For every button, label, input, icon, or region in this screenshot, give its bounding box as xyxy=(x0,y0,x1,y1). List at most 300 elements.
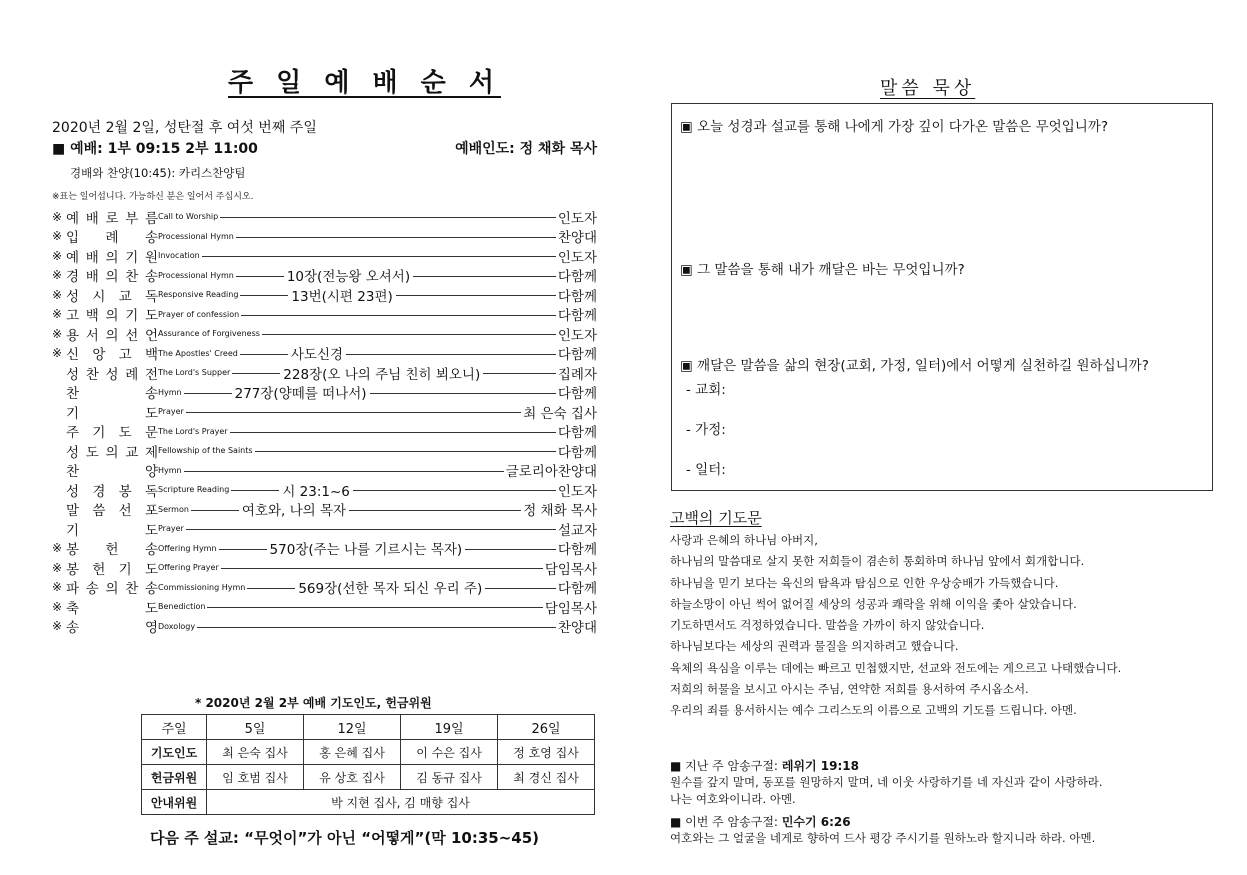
order-item-name-char: 선 xyxy=(118,503,132,520)
order-item-name-char: 송 xyxy=(66,620,80,637)
order-item-name-char: 고 xyxy=(66,308,80,325)
order-item-responsible: 다함께 xyxy=(557,425,597,442)
meditation-box xyxy=(671,103,1213,491)
stand-mark: ※ xyxy=(52,307,63,322)
order-item-name-char: 의 xyxy=(105,327,119,344)
order-item-name-char: 의 xyxy=(105,581,119,598)
confession-title: 고백의 기도문 xyxy=(670,509,762,527)
order-item-name xyxy=(66,343,158,363)
leader-line xyxy=(191,510,239,511)
leader-line xyxy=(349,510,521,511)
order-item-name-char: 문 xyxy=(144,425,158,442)
order-row xyxy=(52,441,597,461)
order-item-name-char: 찬 xyxy=(66,386,80,403)
order-item-fill xyxy=(158,265,556,285)
order-item-name-char: 백 xyxy=(144,347,158,364)
answer-work: - 일터: xyxy=(686,462,726,478)
order-row xyxy=(52,285,597,305)
order-item-english: Processional Hymn xyxy=(158,231,234,241)
leader-line xyxy=(186,529,556,530)
order-row xyxy=(52,422,597,442)
leader-line xyxy=(241,315,556,316)
stand-mark: ※ xyxy=(52,209,63,224)
order-item-name-char: 서 xyxy=(85,327,99,344)
last-verse-ref: 레위기 19:18 xyxy=(781,759,859,773)
order-item-name-char: 송 xyxy=(144,581,158,598)
order-item-name xyxy=(66,616,158,636)
order-item-name-char: 성 xyxy=(66,444,80,461)
order-item-fill xyxy=(158,602,543,611)
confession-line: 사랑과 은혜의 하나님 아버지, xyxy=(670,533,818,547)
order-item-detail: 228장(오 나의 주님 친히 뵈오니) xyxy=(283,366,481,383)
order-item-name-char: 제 xyxy=(144,444,158,461)
confession-line: 하나님의 말씀대로 살지 못한 저희들이 겸손히 통회하며 하나님 앞에서 회개합니다. xyxy=(670,554,1085,569)
order-item-responsible: 다함께 xyxy=(557,269,597,286)
order-item-fill xyxy=(158,577,556,597)
order-item-name-char: 백 xyxy=(85,308,99,325)
order-item-responsible: 인도자 xyxy=(557,249,597,266)
date-line: 2020년 2월 2일, 성탄절 후 여섯 번째 주일 xyxy=(52,120,317,136)
order-item-fill xyxy=(158,480,556,500)
order-item-fill xyxy=(158,622,556,631)
order-item-fill xyxy=(158,446,556,455)
order-item-name xyxy=(66,382,158,402)
question-1: ▣ 오늘 성경과 설교를 통해 나에게 가장 깊이 다가온 말씀은 무엇입니까? xyxy=(680,119,1108,135)
order-item-name-char: 용 xyxy=(66,327,80,344)
order-item-fill xyxy=(158,363,556,383)
table-row xyxy=(142,740,595,765)
duty-table xyxy=(141,714,595,815)
question-2: ▣ 그 말씀을 통해 내가 깨달은 바는 무엇입니까? xyxy=(680,262,965,278)
order-item-responsible: 글로리아찬양대 xyxy=(505,464,597,481)
leader-line xyxy=(370,393,556,394)
order-item-name-char: 도 xyxy=(85,444,99,461)
order-item-fill xyxy=(158,499,521,519)
order-item-name xyxy=(66,577,158,597)
leader-line xyxy=(247,588,295,589)
service-times: ■ 예배: 1부 09:15 2부 11:00 xyxy=(52,141,258,157)
confession-line: 하나님을 믿기 보다는 육신의 탐욕과 탐심으로 인한 우상숭배가 가득했습니다. xyxy=(670,575,1059,590)
stand-mark: ※ xyxy=(52,541,63,556)
order-item-name-char: 봉 xyxy=(66,542,80,559)
order-item-english: Invocation xyxy=(158,251,200,261)
order-item-name-char: 의 xyxy=(105,249,119,266)
leader-line xyxy=(346,354,556,355)
order-item-fill xyxy=(158,563,543,572)
confession-line: 저희의 허물을 보시고 아시는 주님, 연약한 저희를 용서하여 주시옵소서. xyxy=(670,682,1029,697)
order-item-responsible: 최 은숙 집사 xyxy=(523,405,597,422)
order-item-name xyxy=(66,304,158,324)
order-item-name-char: 경 xyxy=(92,483,106,500)
order-item-name-char: 도 xyxy=(144,561,158,578)
order-item-name-char: 찬 xyxy=(125,269,139,286)
order-item-name-char: 포 xyxy=(144,503,158,520)
last-verse-text-2: 나는 여호와이니라. 아멘. xyxy=(670,792,796,806)
order-item-responsible: 인도자 xyxy=(557,483,597,500)
order-item-name-char: 성 xyxy=(66,288,80,305)
leader-line xyxy=(184,393,232,394)
order-row xyxy=(52,558,597,578)
order-item-responsible: 집례자 xyxy=(557,366,597,383)
order-item-english: Call to Worship xyxy=(158,212,219,222)
order-item-name-char: 의 xyxy=(105,444,119,461)
order-item-name-char: 기 xyxy=(92,425,106,442)
order-item-english: Hymn xyxy=(158,465,182,475)
leader-line xyxy=(186,412,521,413)
order-item-name-char: 언 xyxy=(144,327,158,344)
stand-note: ※표는 일어섭니다. 가능하신 분은 일어서 주십시오. xyxy=(52,192,254,202)
order-row xyxy=(52,246,597,266)
this-verse-heading xyxy=(670,813,851,830)
order-item-responsible: 설교자 xyxy=(557,522,597,539)
order-item-name-char: 시 xyxy=(92,288,106,305)
order-item-name xyxy=(66,363,158,383)
this-verse-label: ■ 이번 주 암송구절: xyxy=(670,815,778,829)
order-item-name-char: 헌 xyxy=(105,542,119,559)
order-item-name xyxy=(66,402,158,422)
leader-line xyxy=(230,432,556,433)
order-item-name-char: 고 xyxy=(118,347,132,364)
stand-mark: ※ xyxy=(52,580,63,595)
order-item-name xyxy=(66,246,158,266)
duty-cell: 임 호범 집사 xyxy=(207,765,304,790)
order-item-name-char: 기 xyxy=(66,405,80,422)
order-item-name-char: 전 xyxy=(144,366,158,383)
leader-line xyxy=(240,295,288,296)
leader-line xyxy=(197,627,556,628)
order-item-name-char: 의 xyxy=(105,269,119,286)
order-item-name-char: 도 xyxy=(144,522,158,539)
order-item-english: Assurance of Forgiveness xyxy=(158,329,260,339)
leader-line xyxy=(396,295,556,296)
this-verse-ref: 민수기 6:26 xyxy=(781,815,851,829)
order-row xyxy=(52,519,597,539)
order-item-english: Doxology xyxy=(158,621,196,631)
order-item-responsible: 찬양대 xyxy=(557,620,597,637)
order-item-name xyxy=(66,441,158,461)
duty-table-title: * 2020년 2월 2부 예배 기도인도, 헌금위원 xyxy=(195,696,432,710)
stand-mark: ※ xyxy=(52,326,63,341)
table-row xyxy=(142,765,595,790)
order-item-name xyxy=(66,597,158,617)
leader-line xyxy=(221,568,543,569)
order-row xyxy=(52,344,597,364)
order-item-name-char: 의 xyxy=(105,308,119,325)
leader-line xyxy=(184,471,504,472)
duty-header-cell: 19일 xyxy=(401,715,498,740)
order-item-name-char: 원 xyxy=(144,249,158,266)
order-item-name xyxy=(66,538,158,558)
order-item-name-char: 성 xyxy=(66,366,80,383)
order-item-responsible: 다함께 xyxy=(557,581,597,598)
stand-mark: ※ xyxy=(52,560,63,575)
order-item-name-char: 송 xyxy=(85,581,99,598)
order-row xyxy=(52,305,597,325)
leader-line xyxy=(220,217,556,218)
order-item-fill xyxy=(158,343,556,363)
duty-cell: 최 경신 집사 xyxy=(498,765,595,790)
order-item-name-char: 기 xyxy=(125,249,139,266)
leader-line xyxy=(232,373,280,374)
stand-mark: ※ xyxy=(52,599,63,614)
order-item-detail: 570장(주는 나를 기르시는 목자) xyxy=(269,542,463,559)
order-item-fill xyxy=(158,538,556,558)
order-item-english: Offering Prayer xyxy=(158,563,219,573)
order-item-name-char: 찬 xyxy=(125,581,139,598)
order-item-name-char: 찬 xyxy=(85,366,99,383)
service-times-line xyxy=(52,138,597,158)
leader-line xyxy=(202,256,556,257)
order-row xyxy=(52,539,597,559)
confession-line: 육체의 욕심을 이루는 데에는 빠르고 민첩했지만, 선교와 전도에는 게으르고 나태했습니다. xyxy=(670,660,1122,675)
order-item-name xyxy=(66,226,158,246)
order-item-english: Commissioning Hymn xyxy=(158,582,246,592)
stand-mark: ※ xyxy=(52,287,63,302)
order-item-responsible: 다함께 xyxy=(557,288,597,305)
worship-leader: 예배인도: 정 채화 목사 xyxy=(455,141,597,157)
order-item-name xyxy=(66,499,158,519)
order-item-english: The Apostles' Creed xyxy=(158,348,238,358)
leader-line xyxy=(236,276,284,277)
leader-line xyxy=(483,373,556,374)
duty-row-label: 기도인도 xyxy=(142,740,207,765)
order-item-name-char: 도 xyxy=(118,425,132,442)
order-item-name-char: 로 xyxy=(105,210,119,227)
order-item-english: Hymn xyxy=(158,387,182,397)
leader-line xyxy=(240,354,288,355)
order-item-english: Fellowship of the Saints xyxy=(158,446,253,456)
order-item-english: Prayer xyxy=(158,524,184,534)
order-row xyxy=(52,597,597,617)
confession-line: 하늘소망이 아닌 썩어 없어질 세상의 성공과 쾌락을 위해 이익을 좇아 살았습니다. xyxy=(670,596,1077,611)
order-item-fill xyxy=(158,251,556,260)
order-item-fill xyxy=(158,212,556,221)
answer-home: - 가정: xyxy=(686,422,726,438)
order-item-responsible: 다함께 xyxy=(557,542,597,559)
order-row xyxy=(52,480,597,500)
duty-cell: 최 은숙 집사 xyxy=(207,740,304,765)
order-item-name-char: 봉 xyxy=(66,561,80,578)
meditation-title: 말씀 묵상 xyxy=(880,78,976,99)
order-item-name-char: 례 xyxy=(105,230,119,247)
order-item-detail: 여호와, 나의 목자 xyxy=(241,503,347,520)
order-item-name-char: 예 xyxy=(66,249,80,266)
next-sermon: 다음 주 설교: “무엇이”가 아닌 “어떻게”(막 10:35~45) xyxy=(150,829,540,847)
order-item-name-char: 성 xyxy=(105,366,119,383)
order-item-name-char: 배 xyxy=(85,210,99,227)
stand-mark: ※ xyxy=(52,229,63,244)
order-item-name-char: 경 xyxy=(66,269,80,286)
order-item-name xyxy=(66,324,158,344)
order-item-name-char: 영 xyxy=(144,620,158,637)
order-item-name-char: 기 xyxy=(66,522,80,539)
order-item-name-char: 축 xyxy=(66,600,80,617)
order-row xyxy=(52,266,597,286)
order-item-name-char: 도 xyxy=(144,405,158,422)
order-item-name-char: 름 xyxy=(144,210,158,227)
order-item-name-char: 파 xyxy=(66,581,80,598)
stand-mark: ※ xyxy=(52,248,63,263)
order-item-english: The Lord's Supper xyxy=(158,368,231,378)
order-item-detail: 시 23:1~6 xyxy=(282,483,350,500)
order-item-fill xyxy=(158,232,556,241)
order-row xyxy=(52,227,597,247)
order-item-fill xyxy=(158,466,504,475)
order-item-name xyxy=(66,558,158,578)
order-item-name-char: 선 xyxy=(125,327,139,344)
order-item-fill xyxy=(158,427,556,436)
order-item-name-char: 성 xyxy=(66,483,80,500)
order-item-name-char: 입 xyxy=(66,230,80,247)
order-item-name xyxy=(66,265,158,285)
last-verse-heading xyxy=(670,757,859,774)
order-item-name-char: 헌 xyxy=(92,561,106,578)
order-row xyxy=(52,324,597,344)
order-item-responsible: 다함께 xyxy=(557,308,597,325)
leader-line xyxy=(262,334,556,335)
order-item-name-char: 배 xyxy=(85,249,99,266)
confession-line: 우리의 죄를 용서하시는 예수 그리스도의 이름으로 고백의 기도를 드립니다. 아멘. xyxy=(670,703,1077,718)
order-row xyxy=(52,461,597,481)
duty-cell: 홍 은혜 집사 xyxy=(304,740,401,765)
leader-line xyxy=(236,237,556,238)
order-item-responsible: 인도자 xyxy=(557,327,597,344)
order-item-responsible: 다함께 xyxy=(557,444,597,461)
table-row xyxy=(142,790,595,815)
duty-row-label: 헌금위원 xyxy=(142,765,207,790)
order-item-name-char: 송 xyxy=(144,542,158,559)
order-item-name-char: 말 xyxy=(66,503,80,520)
leader-line xyxy=(219,549,267,550)
duty-row-label: 안내위원 xyxy=(142,790,207,815)
order-item-english: Sermon xyxy=(158,504,189,514)
order-item-english: Scripture Reading xyxy=(158,485,230,495)
order-item-name-char: 배 xyxy=(85,269,99,286)
order-row xyxy=(52,402,597,422)
order-row xyxy=(52,500,597,520)
order-item-responsible: 담임목사 xyxy=(544,561,597,578)
order-item-name-char: 송 xyxy=(144,269,158,286)
confession-line: 하나님보다는 세상의 권력과 물질을 의지하려고 했습니다. xyxy=(670,639,959,654)
stand-mark: ※ xyxy=(52,619,63,634)
order-item-name-char: 찬 xyxy=(66,464,80,481)
order-item-name-char: 앙 xyxy=(92,347,106,364)
last-verse-text-1: 원수를 갚지 말며, 동포를 원망하지 말며, 네 이웃 사랑하기를 네 자신과 같이 사랑하라. xyxy=(670,775,1103,789)
worship-order-list xyxy=(52,207,597,636)
confession-text xyxy=(670,530,1230,722)
order-item-english: Benediction xyxy=(158,602,206,612)
order-item-english: Offering Hymn xyxy=(158,543,217,553)
order-item-responsible: 정 채화 목사 xyxy=(523,503,597,520)
order-item-name-char: 교 xyxy=(118,288,132,305)
order-item-fill xyxy=(158,524,556,533)
order-item-detail: 569장(선한 목자 되신 우리 주) xyxy=(298,581,483,598)
last-verse-label: ■ 지난 주 암송구절: xyxy=(670,759,778,773)
duty-cell: 정 호영 집사 xyxy=(498,740,595,765)
order-row xyxy=(52,363,597,383)
stand-mark: ※ xyxy=(52,346,63,361)
order-item-name-char: 독 xyxy=(144,483,158,500)
leader-line xyxy=(255,451,556,452)
order-item-fill xyxy=(158,382,556,402)
order-row xyxy=(52,383,597,403)
praise-line: 경배와 찬양(10:45): 카리스찬양팀 xyxy=(70,166,246,180)
order-item-name-char: 도 xyxy=(144,600,158,617)
duty-header-cell: 주일 xyxy=(142,715,207,740)
leader-line xyxy=(413,276,556,277)
order-item-english: Prayer xyxy=(158,407,184,417)
order-item-english: The Lord's Prayer xyxy=(158,426,228,436)
order-item-responsible: 다함께 xyxy=(557,347,597,364)
order-item-name-char: 송 xyxy=(144,386,158,403)
duty-header-cell: 12일 xyxy=(304,715,401,740)
order-item-name xyxy=(66,519,158,539)
duty-header-cell: 26일 xyxy=(498,715,595,740)
order-item-name-char: 독 xyxy=(144,288,158,305)
order-item-name-char: 도 xyxy=(144,308,158,325)
stand-mark: ※ xyxy=(52,268,63,283)
usher-cell: 박 지현 집사, 김 매향 집사 xyxy=(207,790,595,815)
order-item-english: Responsive Reading xyxy=(158,290,239,300)
order-item-responsible: 다함께 xyxy=(557,386,597,403)
leader-line xyxy=(207,607,542,608)
answer-church: - 교회: xyxy=(686,382,726,398)
order-item-name-char: 주 xyxy=(66,425,80,442)
order-item-detail: 10장(전능왕 오셔서) xyxy=(286,269,411,286)
order-item-name xyxy=(66,421,158,441)
order-item-responsible: 담임목사 xyxy=(544,600,597,617)
leader-line xyxy=(231,490,279,491)
order-item-english: Prayer of confession xyxy=(158,309,240,319)
order-item-name xyxy=(66,207,158,227)
page-title: 주 일 예 배 순 서 xyxy=(228,68,501,98)
order-row xyxy=(52,207,597,227)
leader-line xyxy=(465,549,556,550)
order-item-fill xyxy=(158,329,556,338)
question-3: ▣ 깨달은 말씀을 삶의 현장(교회, 가정, 일터)에서 어떻게 실천하길 원하십니까? xyxy=(680,358,1149,374)
duty-cell: 김 동규 집사 xyxy=(401,765,498,790)
order-item-fill xyxy=(158,285,556,305)
order-item-name-char: 예 xyxy=(66,210,80,227)
order-item-name-char: 기 xyxy=(125,308,139,325)
order-row xyxy=(52,617,597,637)
order-item-name-char: 교 xyxy=(125,444,139,461)
leader-line xyxy=(353,490,556,491)
duty-table-header xyxy=(142,715,595,740)
duty-cell: 유 상호 집사 xyxy=(304,765,401,790)
order-item-name-char: 봉 xyxy=(118,483,132,500)
order-item-fill xyxy=(158,310,556,319)
order-item-name-char: 부 xyxy=(125,210,139,227)
order-item-responsible: 인도자 xyxy=(557,210,597,227)
order-item-name-char: 씀 xyxy=(92,503,106,520)
order-item-name xyxy=(66,460,158,480)
order-item-detail: 13번(시편 23편) xyxy=(291,288,393,305)
order-item-detail: 사도신경 xyxy=(290,347,344,364)
order-item-name-char: 송 xyxy=(144,230,158,247)
order-item-name xyxy=(66,480,158,500)
duty-cell: 이 수은 집사 xyxy=(401,740,498,765)
this-verse-text: 여호와는 그 얼굴을 네게로 향하여 드사 평강 주시기를 원하노라 할지니라 하라. 아멘. xyxy=(670,831,1096,845)
order-item-name xyxy=(66,285,158,305)
order-row xyxy=(52,578,597,598)
order-item-name-char: 례 xyxy=(125,366,139,383)
confession-line: 기도하면서도 걱정하였습니다. 말씀을 가까이 하지 않았습니다. xyxy=(670,618,985,633)
order-item-english: Processional Hymn xyxy=(158,270,234,280)
leader-line xyxy=(485,588,556,589)
order-item-fill xyxy=(158,407,521,416)
order-item-name-char: 신 xyxy=(66,347,80,364)
